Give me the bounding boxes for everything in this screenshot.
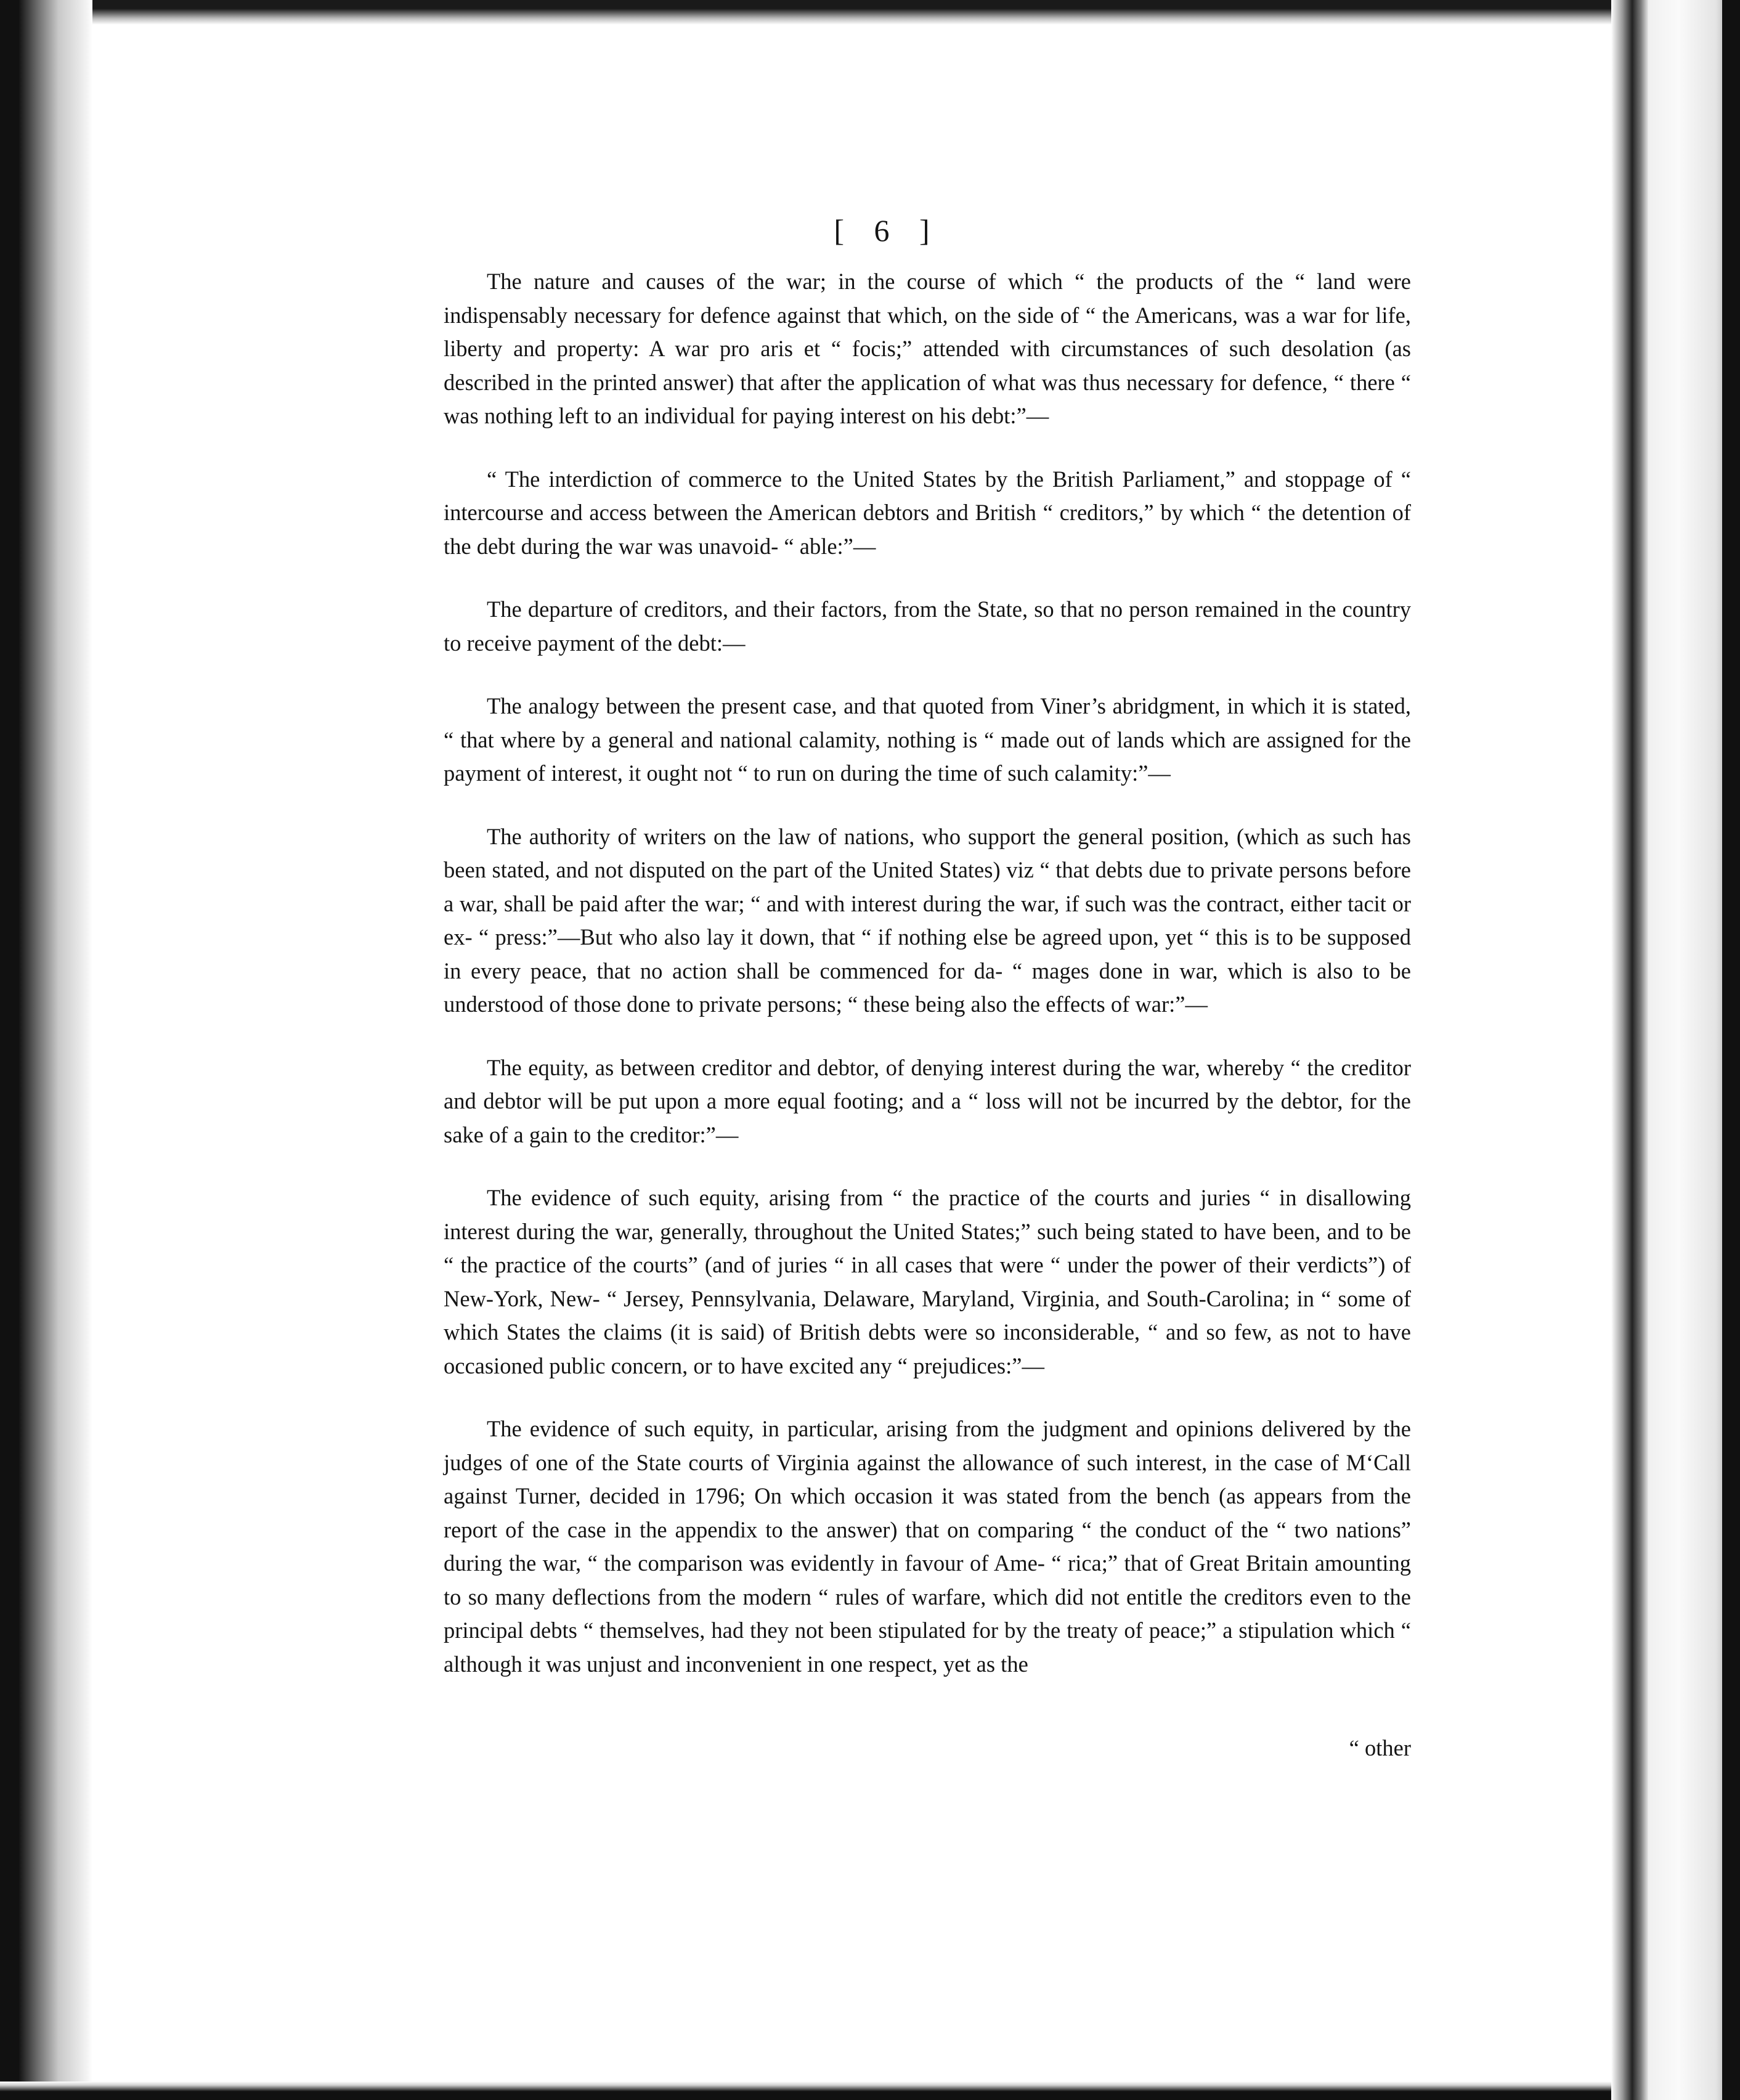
paragraph-nature-of-war: The nature and causes of the war; in the course of which “ the products of the “ land were indispensably necessary for defence against that which, on the side of “ the Americans, was a war for life, liberty and property: A war pro aris et “ focis;” attended with circumstances of such desolation (as described in the printed answer) that after the application of what was thus necessary for defence, “ there “ was nothing left to an individual for paying interest on his debt:”— (444, 269, 1411, 428)
paragraph-viner-analogy: The analogy between the present case, and that quoted from Viner’s abridgment, in which it is stated, “ that where by a general and national calamity, nothing is “ made out of lands which are assigned for the payment of interest, it ought not “ to run on during the time of such calamity:”— (444, 693, 1411, 786)
paragraph-interdiction-of-commerce: “ The interdiction of commerce to the United States by the British Parliament,” and stoppage of “ intercourse and access between the American debtors and British “ creditors,” by which “ the detention of the debt during the war was unavoid- “ able:”— (444, 466, 1411, 559)
document-body (444, 265, 1411, 1681)
paragraph-mccall-against-turner: The evidence of such equity, in particular, arising from the judgment and opinions delivered by the judges of one of the State courts of Virginia against the allowance of such interest, in the case of M‘Call against Turner, decided in 1796; On which occasion it was stated from the bench (as appears from the report of the case in the appendix to the answer) that on comparing “ the conduct of the “ two nations” during the war, “ the comparison was evidently in favour of Ame- “ rica;” that of Great Britain amounting to so many deflections from the modern “ rules of warfare, which did not entitle the creditors even to the principal debts “ themselves, had they not been stipulated for by the treaty of peace;” a stipulation which “ although it was unjust and inconvenient in one respect, yet as the (444, 1416, 1411, 1677)
paragraph-departure-of-creditors: The departure of creditors, and their factors, from the State, so that no person remained in the country to receive payment of the debt:— (444, 596, 1411, 656)
paragraph-equity-creditor-debtor: The equity, as between creditor and debtor, of denying interest during the war, whereby “ the creditor and debtor will be put upon a more equal footing; and a “ loss will not be incurred by the debtor, for the sake of a gain to the creditor:”— (444, 1054, 1411, 1147)
scan-border-top (0, 0, 1740, 25)
page-fold-shadow (1611, 0, 1648, 2100)
scan-border-right (1722, 0, 1740, 2100)
paragraph-law-of-nations: The authority of writers on the law of nations, who support the general position, (which as such has been stated, and not disputed on the part of the United States) viz “ that debts due to private persons before a war, shall be paid after the war; “ and with interest during the war, if such was the contract, either tacit or ex- “ press:”—But who also lay it down, that “ if nothing else be agreed upon, yet “ this is to be supposed in every peace, that no action shall be commenced for da- “ mages done in war, which is also to be understood of those done to private persons; “ these being also the effects of war:”— (444, 823, 1411, 1017)
page-number: [ 6 ] (834, 213, 941, 248)
paragraph-evidence-courts-juries: The evidence of such equity, arising from “ the practice of the courts and juries “ in disallowing interest during the war, generally, throughout the United States;” such being stated to have been, and to be “ the practice of the courts” (and of juries “ in all cases that were “ under the power of their verdicts”) of New-York, New- “ Jersey, Pennsylvania, Delaware, Maryland, Virginia, and South-Carolina; in “ some of which States the claims (it is said) of British debts were so inconsiderable, “ and so few, as not to have occasioned public concern, or to have excited any “ prejudices:”— (444, 1185, 1411, 1378)
catchword: “ other (1349, 1735, 1411, 1760)
adjacent-page-edge (1648, 0, 1722, 2100)
scan-border-left (0, 0, 92, 2100)
scan-border-bottom (0, 2082, 1740, 2100)
